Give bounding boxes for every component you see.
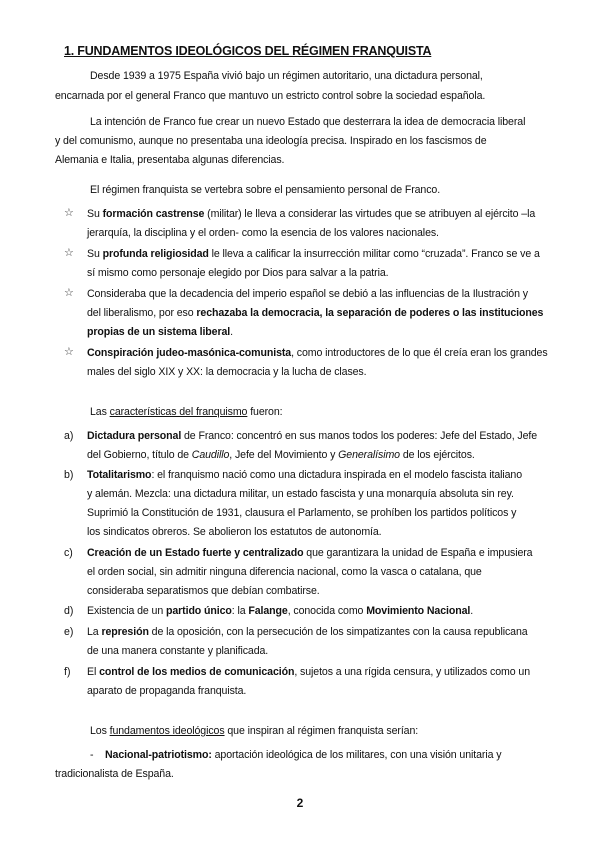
- bullet-3-line-1: Consideraba que la decadencia del imperio español se debió a las influencias de la Ilustración y: [87, 288, 528, 300]
- foundations-intro: Los fundamentos ideológicos que inspiran al régimen franquista serían:: [90, 725, 419, 737]
- item-b-line-2: y alemán. Mezcla: una dictadura militar, un estado fascista y una monarquía absoluta sin rey.: [87, 488, 514, 500]
- item-e-line-1: La represión de la oposición, con la persecución de los simpatizantes con la causa republicana: [87, 626, 528, 638]
- section-title: 1. FUNDAMENTOS IDEOLÓGICOS DEL RÉGIMEN FRANQUISTA: [64, 44, 432, 58]
- star-bullet-icon: ☆: [64, 346, 74, 358]
- item-a-line-2: del Gobierno, título de Caudillo, Jefe del Movimiento y Generalísimo de los ejércitos.: [87, 449, 475, 461]
- bullet-1-line-2: jerarquía, la disciplina y el orden- como la esencia de los valores nacionales.: [87, 227, 439, 239]
- page-number: 2: [296, 796, 304, 810]
- item-b-line-3: Suprimió la Constitución de 1931, clausura el Parlamento, se prohíben los partidos políticos y: [87, 507, 517, 519]
- intro-paragraph-2-line-2: y del comunismo, aunque no presentaba una ideología precisa. Inspirado en los fascismos de: [55, 135, 487, 147]
- intro-paragraph-2-line-1: La intención de Franco fue crear un nuevo Estado que desterrara la idea de democracia liberal: [90, 116, 526, 128]
- bullet-4-line-2: males del siglo XIX y XX: la democracia y la lucha de clases.: [87, 366, 367, 378]
- foundation-1-line-2: tradicionalista de España.: [55, 768, 174, 780]
- item-c-line-1: Creación de un Estado fuerte y centralizado que garantizara la unidad de España e impusiera: [87, 547, 533, 559]
- bullet-2-line-1: Su profunda religiosidad le lleva a calificar la insurrección militar como “cruzada”. Franco se ve a: [87, 248, 540, 260]
- list-label-e: e): [64, 626, 74, 638]
- intro-paragraph-1-line-1: Desde 1939 a 1975 España vivió bajo un régimen autoritario, una dictadura personal,: [90, 70, 483, 82]
- item-f-line-1: El control de los medios de comunicación, sujetos a una rígida censura, y utilizados como un: [87, 666, 530, 678]
- item-c-line-2: el orden social, sin admitir ninguna diferencia nacional, como la vasca o catalana, que: [87, 566, 482, 578]
- dash-bullet: -: [90, 749, 94, 761]
- star-bullet-icon: ☆: [64, 247, 74, 259]
- item-c-line-3: consideraba separatismos que debían combatirse.: [87, 585, 320, 597]
- list-label-a: a): [64, 430, 74, 442]
- intro-paragraph-3: El régimen franquista se vertebra sobre el pensamiento personal de Franco.: [90, 184, 441, 196]
- intro-paragraph-1-line-2: encarnada por el general Franco que mantuvo un estricto control sobre la sociedad española.: [55, 90, 486, 102]
- list-label-f: f): [64, 666, 71, 678]
- foundation-1-line-1: Nacional-patriotismo: aportación ideológica de los militares, con una visión unitaria y: [105, 749, 502, 761]
- star-bullet-icon: ☆: [64, 207, 74, 219]
- bullet-3-line-3: propias de un sistema liberal.: [87, 326, 233, 338]
- characteristics-intro: Las características del franquismo fueron:: [90, 406, 283, 418]
- star-bullet-icon: ☆: [64, 287, 74, 299]
- item-a-line-1: Dictadura personal de Franco: concentró en sus manos todos los poderes: Jefe del Estado, Jefe: [87, 430, 538, 442]
- item-e-line-2: de una manera constante y planificada.: [87, 645, 269, 657]
- bullet-1-line-1: Su formación castrense (militar) le lleva a considerar las virtudes que se atribuyen al ejército –la: [87, 208, 536, 220]
- list-label-d: d): [64, 605, 74, 617]
- item-f-line-2: aparato de propaganda franquista.: [87, 685, 247, 697]
- item-d-line-1: Existencia de un partido único: la Falange, conocida como Movimiento Nacional.: [87, 605, 474, 617]
- intro-paragraph-2-line-3: Alemania e Italia, presentaba algunas diferencias.: [55, 154, 285, 166]
- list-label-c: c): [64, 547, 73, 559]
- bullet-4-line-1: Conspiración judeo-masónica-comunista, como introductores de lo que él creía eran los grandes: [87, 347, 548, 359]
- item-b-line-1: Totalitarismo: el franquismo nació como una dictadura inspirada en el modelo fascista italiano: [87, 469, 522, 481]
- bullet-3-line-2: del liberalismo, por eso rechazaba la democracia, la separación de poderes o las instituciones: [87, 307, 544, 319]
- item-b-line-4: los sindicatos obreros. Se abolieron los estatutos de autonomía.: [87, 526, 382, 538]
- list-label-b: b): [64, 469, 74, 481]
- bullet-2-line-2: sí mismo como personaje elegido por Dios para salvar a la patria.: [87, 267, 389, 279]
